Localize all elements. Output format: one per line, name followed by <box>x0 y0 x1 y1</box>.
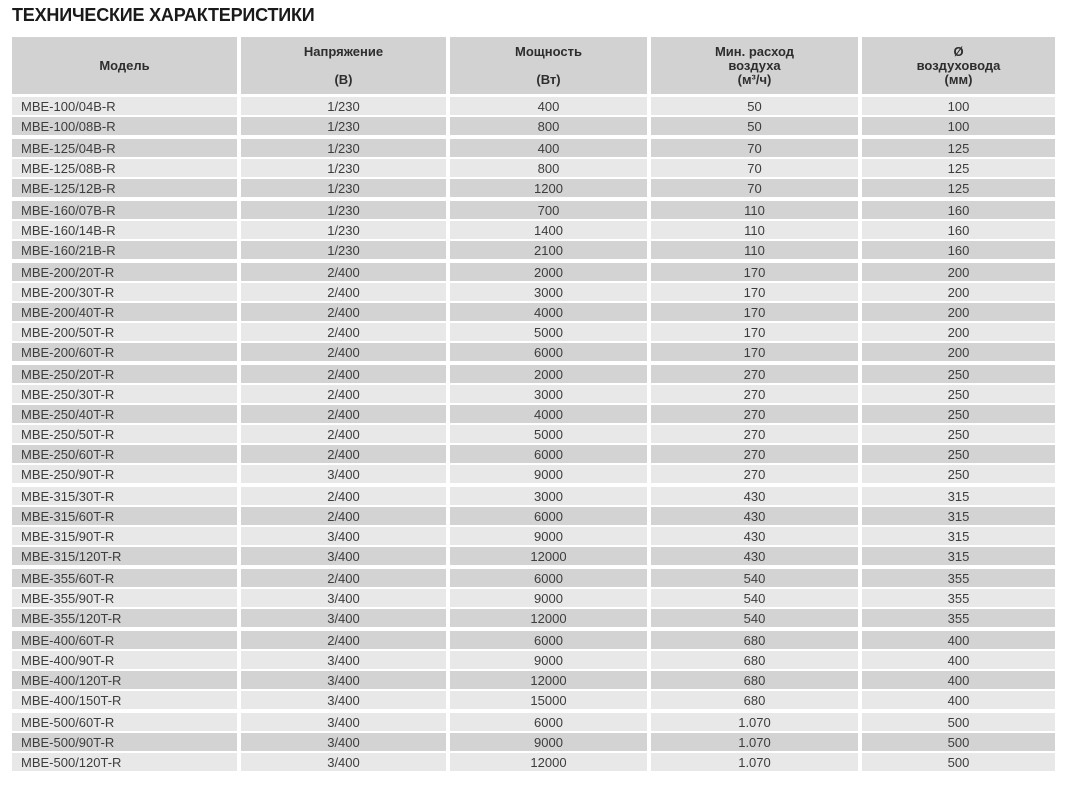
cell-diameter: 200 <box>862 263 1055 281</box>
cell-model: MBE-250/90T-R <box>12 465 237 483</box>
table-row <box>12 365 1055 383</box>
cell-diameter: 125 <box>862 159 1055 177</box>
cell-diameter: 315 <box>862 547 1055 565</box>
table-row <box>12 569 1055 587</box>
table-row <box>12 445 1055 463</box>
cell-voltage: 3/400 <box>241 547 446 565</box>
table-row <box>12 671 1055 689</box>
cell-airflow: 270 <box>651 385 858 403</box>
table-row <box>12 589 1055 607</box>
cell-model: MBE-200/20T-R <box>12 263 237 281</box>
cell-model: MBE-200/30T-R <box>12 283 237 301</box>
cell-power: 3000 <box>450 385 647 403</box>
cell-model: MBE-250/20T-R <box>12 365 237 383</box>
cell-model: MBE-400/120T-R <box>12 671 237 689</box>
spec-table-body <box>12 97 1055 771</box>
cell-power: 2100 <box>450 241 647 259</box>
model-group <box>12 97 1055 135</box>
cell-airflow: 430 <box>651 527 858 545</box>
cell-model: MBE-250/60T-R <box>12 445 237 463</box>
table-row <box>12 713 1055 731</box>
cell-power: 800 <box>450 159 647 177</box>
model-group <box>12 139 1055 197</box>
cell-voltage: 2/400 <box>241 507 446 525</box>
cell-diameter: 125 <box>862 139 1055 157</box>
cell-diameter: 400 <box>862 691 1055 709</box>
cell-model: MBE-160/21B-R <box>12 241 237 259</box>
cell-airflow: 430 <box>651 487 858 505</box>
cell-voltage: 1/230 <box>241 221 446 239</box>
cell-power: 12000 <box>450 609 647 627</box>
cell-model: MBE-500/60T-R <box>12 713 237 731</box>
cell-voltage: 2/400 <box>241 569 446 587</box>
table-row <box>12 631 1055 649</box>
spec-table-header <box>12 37 1055 94</box>
cell-model: MBE-200/40T-R <box>12 303 237 321</box>
cell-voltage: 2/400 <box>241 303 446 321</box>
table-row <box>12 263 1055 281</box>
table-row <box>12 323 1055 341</box>
spec-table <box>12 37 1055 771</box>
cell-airflow: 170 <box>651 323 858 341</box>
cell-power: 6000 <box>450 713 647 731</box>
table-row <box>12 201 1055 219</box>
cell-voltage: 1/230 <box>241 139 446 157</box>
cell-diameter: 400 <box>862 671 1055 689</box>
table-row <box>12 221 1055 239</box>
cell-power: 5000 <box>450 425 647 443</box>
cell-diameter: 315 <box>862 527 1055 545</box>
cell-airflow: 430 <box>651 507 858 525</box>
cell-airflow: 110 <box>651 241 858 259</box>
cell-voltage: 3/400 <box>241 589 446 607</box>
cell-model: MBE-200/50T-R <box>12 323 237 341</box>
model-group <box>12 569 1055 627</box>
model-group <box>12 201 1055 259</box>
cell-diameter: 160 <box>862 221 1055 239</box>
cell-diameter: 500 <box>862 713 1055 731</box>
model-group <box>12 631 1055 709</box>
table-row <box>12 405 1055 423</box>
cell-model: MBE-125/04B-R <box>12 139 237 157</box>
cell-model: MBE-250/30T-R <box>12 385 237 403</box>
cell-model: MBE-200/60T-R <box>12 343 237 361</box>
cell-voltage: 2/400 <box>241 323 446 341</box>
cell-model: MBE-400/60T-R <box>12 631 237 649</box>
cell-voltage: 1/230 <box>241 201 446 219</box>
cell-power: 400 <box>450 97 647 115</box>
cell-airflow: 70 <box>651 139 858 157</box>
table-row <box>12 139 1055 157</box>
cell-power: 4000 <box>450 303 647 321</box>
cell-power: 15000 <box>450 691 647 709</box>
cell-power: 12000 <box>450 671 647 689</box>
cell-power: 800 <box>450 117 647 135</box>
model-group <box>12 713 1055 771</box>
cell-power: 6000 <box>450 631 647 649</box>
cell-diameter: 500 <box>862 753 1055 771</box>
cell-diameter: 160 <box>862 201 1055 219</box>
cell-model: MBE-315/60T-R <box>12 507 237 525</box>
cell-airflow: 540 <box>651 589 858 607</box>
cell-airflow: 430 <box>651 547 858 565</box>
cell-power: 9000 <box>450 527 647 545</box>
cell-power: 6000 <box>450 445 647 463</box>
cell-airflow: 680 <box>651 671 858 689</box>
cell-power: 2000 <box>450 365 647 383</box>
model-group <box>12 487 1055 565</box>
cell-airflow: 270 <box>651 445 858 463</box>
cell-power: 9000 <box>450 465 647 483</box>
cell-power: 3000 <box>450 487 647 505</box>
cell-diameter: 315 <box>862 487 1055 505</box>
cell-voltage: 1/230 <box>241 159 446 177</box>
cell-airflow: 270 <box>651 365 858 383</box>
cell-power: 5000 <box>450 323 647 341</box>
cell-model: MBE-400/90T-R <box>12 651 237 669</box>
cell-airflow: 540 <box>651 569 858 587</box>
table-row <box>12 385 1055 403</box>
table-row <box>12 179 1055 197</box>
table-row <box>12 691 1055 709</box>
cell-voltage: 3/400 <box>241 671 446 689</box>
cell-power: 1200 <box>450 179 647 197</box>
cell-diameter: 125 <box>862 179 1055 197</box>
cell-voltage: 2/400 <box>241 343 446 361</box>
cell-model: MBE-100/08B-R <box>12 117 237 135</box>
cell-voltage: 2/400 <box>241 405 446 423</box>
cell-airflow: 270 <box>651 405 858 423</box>
cell-power: 6000 <box>450 507 647 525</box>
cell-diameter: 250 <box>862 445 1055 463</box>
cell-power: 4000 <box>450 405 647 423</box>
cell-voltage: 3/400 <box>241 733 446 751</box>
cell-power: 9000 <box>450 651 647 669</box>
cell-power: 12000 <box>450 547 647 565</box>
cell-airflow: 1.070 <box>651 713 858 731</box>
cell-model: MBE-500/120T-R <box>12 753 237 771</box>
table-row <box>12 465 1055 483</box>
cell-diameter: 355 <box>862 569 1055 587</box>
cell-diameter: 200 <box>862 343 1055 361</box>
cell-model: MBE-355/60T-R <box>12 569 237 587</box>
cell-power: 2000 <box>450 263 647 281</box>
cell-diameter: 315 <box>862 507 1055 525</box>
cell-diameter: 250 <box>862 365 1055 383</box>
cell-diameter: 500 <box>862 733 1055 751</box>
table-row <box>12 303 1055 321</box>
column-header-power: Мощность (Вт) <box>450 37 647 94</box>
cell-diameter: 160 <box>862 241 1055 259</box>
cell-airflow: 1.070 <box>651 733 858 751</box>
cell-diameter: 250 <box>862 385 1055 403</box>
cell-voltage: 3/400 <box>241 713 446 731</box>
cell-power: 6000 <box>450 569 647 587</box>
cell-voltage: 2/400 <box>241 445 446 463</box>
cell-diameter: 400 <box>862 651 1055 669</box>
table-row <box>12 159 1055 177</box>
cell-airflow: 70 <box>651 179 858 197</box>
cell-diameter: 200 <box>862 323 1055 341</box>
column-header-airflow: Мин. расход воздуха (м³/ч) <box>651 37 858 94</box>
cell-voltage: 2/400 <box>241 385 446 403</box>
cell-model: MBE-250/40T-R <box>12 405 237 423</box>
cell-diameter: 200 <box>862 283 1055 301</box>
cell-voltage: 2/400 <box>241 263 446 281</box>
cell-model: MBE-250/50T-R <box>12 425 237 443</box>
cell-airflow: 680 <box>651 651 858 669</box>
cell-voltage: 2/400 <box>241 487 446 505</box>
cell-diameter: 400 <box>862 631 1055 649</box>
column-header-voltage: Напряжение (В) <box>241 37 446 94</box>
cell-model: MBE-315/30T-R <box>12 487 237 505</box>
cell-voltage: 3/400 <box>241 691 446 709</box>
cell-power: 12000 <box>450 753 647 771</box>
column-header-model: Модель <box>12 37 237 94</box>
cell-voltage: 3/400 <box>241 527 446 545</box>
table-row <box>12 507 1055 525</box>
cell-airflow: 270 <box>651 465 858 483</box>
cell-voltage: 2/400 <box>241 631 446 649</box>
cell-diameter: 355 <box>862 589 1055 607</box>
cell-airflow: 1.070 <box>651 753 858 771</box>
table-row <box>12 97 1055 115</box>
table-row <box>12 651 1055 669</box>
cell-airflow: 170 <box>651 343 858 361</box>
cell-airflow: 110 <box>651 201 858 219</box>
cell-power: 3000 <box>450 283 647 301</box>
cell-voltage: 3/400 <box>241 753 446 771</box>
cell-voltage: 1/230 <box>241 241 446 259</box>
model-group <box>12 365 1055 483</box>
cell-power: 6000 <box>450 343 647 361</box>
cell-model: MBE-125/08B-R <box>12 159 237 177</box>
model-group <box>12 263 1055 361</box>
cell-diameter: 250 <box>862 465 1055 483</box>
cell-airflow: 110 <box>651 221 858 239</box>
cell-voltage: 2/400 <box>241 283 446 301</box>
cell-airflow: 50 <box>651 117 858 135</box>
cell-voltage: 1/230 <box>241 179 446 197</box>
cell-airflow: 170 <box>651 263 858 281</box>
cell-airflow: 170 <box>651 283 858 301</box>
cell-model: MBE-315/120T-R <box>12 547 237 565</box>
cell-airflow: 680 <box>651 631 858 649</box>
cell-model: MBE-400/150T-R <box>12 691 237 709</box>
page-title: ТЕХНИЧЕСКИЕ ХАРАКТЕРИСТИКИ <box>12 5 315 25</box>
cell-airflow: 270 <box>651 425 858 443</box>
cell-voltage: 3/400 <box>241 609 446 627</box>
cell-diameter: 200 <box>862 303 1055 321</box>
table-row <box>12 527 1055 545</box>
cell-model: MBE-355/90T-R <box>12 589 237 607</box>
table-row <box>12 241 1055 259</box>
cell-airflow: 540 <box>651 609 858 627</box>
cell-diameter: 250 <box>862 405 1055 423</box>
cell-voltage: 2/400 <box>241 365 446 383</box>
cell-diameter: 100 <box>862 117 1055 135</box>
table-row <box>12 733 1055 751</box>
cell-model: MBE-160/07B-R <box>12 201 237 219</box>
cell-model: MBE-500/90T-R <box>12 733 237 751</box>
cell-voltage: 2/400 <box>241 425 446 443</box>
table-row <box>12 283 1055 301</box>
table-row <box>12 117 1055 135</box>
cell-voltage: 3/400 <box>241 465 446 483</box>
column-header-diameter: Ø воздуховода (мм) <box>862 37 1055 94</box>
cell-model: MBE-355/120T-R <box>12 609 237 627</box>
table-row <box>12 487 1055 505</box>
cell-diameter: 250 <box>862 425 1055 443</box>
cell-model: MBE-315/90T-R <box>12 527 237 545</box>
cell-power: 9000 <box>450 733 647 751</box>
cell-power: 1400 <box>450 221 647 239</box>
cell-diameter: 355 <box>862 609 1055 627</box>
cell-power: 9000 <box>450 589 647 607</box>
cell-model: MBE-125/12B-R <box>12 179 237 197</box>
table-row <box>12 609 1055 627</box>
table-row <box>12 425 1055 443</box>
cell-model: MBE-100/04B-R <box>12 97 237 115</box>
table-row <box>12 547 1055 565</box>
cell-airflow: 70 <box>651 159 858 177</box>
cell-power: 700 <box>450 201 647 219</box>
cell-airflow: 50 <box>651 97 858 115</box>
table-row <box>12 343 1055 361</box>
cell-voltage: 3/400 <box>241 651 446 669</box>
cell-airflow: 170 <box>651 303 858 321</box>
cell-model: MBE-160/14B-R <box>12 221 237 239</box>
cell-diameter: 100 <box>862 97 1055 115</box>
table-row <box>12 753 1055 771</box>
cell-voltage: 1/230 <box>241 117 446 135</box>
cell-airflow: 680 <box>651 691 858 709</box>
cell-voltage: 1/230 <box>241 97 446 115</box>
cell-power: 400 <box>450 139 647 157</box>
